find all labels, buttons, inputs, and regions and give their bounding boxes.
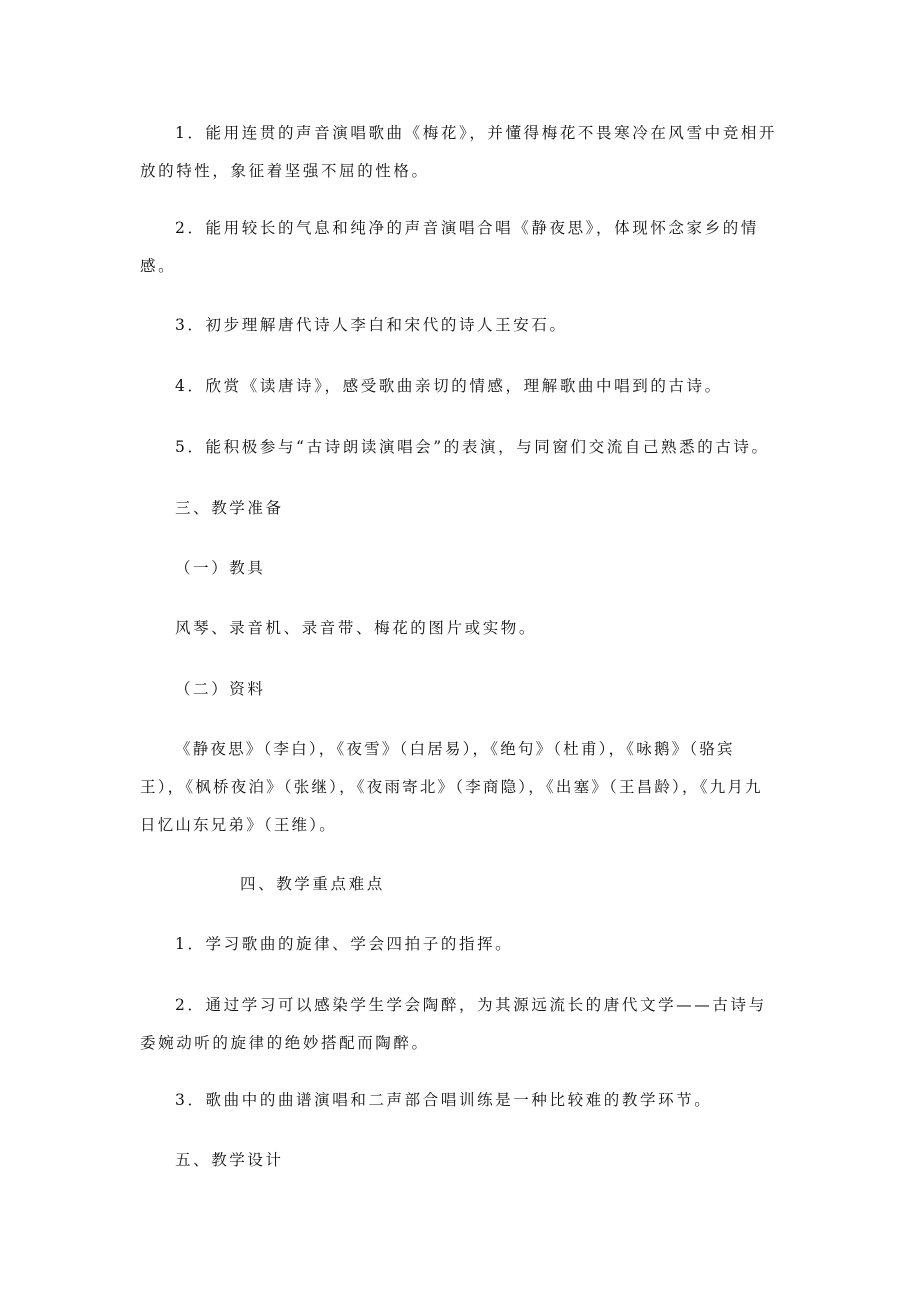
objective-3: 3．初步理解唐代诗人李白和宋代的诗人王安石。 [175,316,568,334]
objective-4: 4．欣赏《读唐诗》，感受歌曲亲切的情感，理解歌曲中唱到的古诗。 [175,377,723,395]
section-5-heading: 五、教学设计 [175,1151,284,1169]
objective-5: 5．能积极参与“古诗朗读演唱会”的表演，与同窗们交流自己熟悉的古诗。 [175,438,770,456]
section-4-heading: 四、教学重点难点 [240,875,385,893]
subsection-materials-heading: （二）资料 [175,680,266,698]
section-3-heading: 三、教学准备 [175,499,284,517]
key-point-2: 2．通过学习可以感染学生学会陶醉，为其源远流长的唐代文学——古诗与委婉动听的旋律的绝妙搭配而陶醉。 [140,996,767,1052]
teaching-aids-text: 风琴、录音机、录音带、梅花的图片或实物。 [175,619,538,637]
materials-text: 《静夜思》（李白），《夜雪》（白居易），《绝句》（杜甫），《咏鹅》（骆宾王），《枫桥夜泊》（张继），《夜雨寄北》（李商隐），《出塞》（王昌龄），《九月九日忆山东兄弟》（王维）。 [140,740,763,834]
key-point-3: 3．歌曲中的曲谱演唱和二声部合唱训练是一种比较难的教学环节。 [175,1091,713,1109]
objective-2: 2．能用较长的气息和纯净的声音演唱合唱《静夜思》，体现怀念家乡的情感。 [140,219,759,275]
objective-1: 1．能用连贯的声音演唱歌曲《梅花》，并懂得梅花不畏寒冷在风雪中竞相开放的特性，象征着坚强不屈的性格。 [140,124,778,180]
key-point-1: 1．学习歌曲的旋律、学会四拍子的指挥。 [175,935,514,953]
subsection-teaching-aids-heading: （一）教具 [175,559,266,577]
